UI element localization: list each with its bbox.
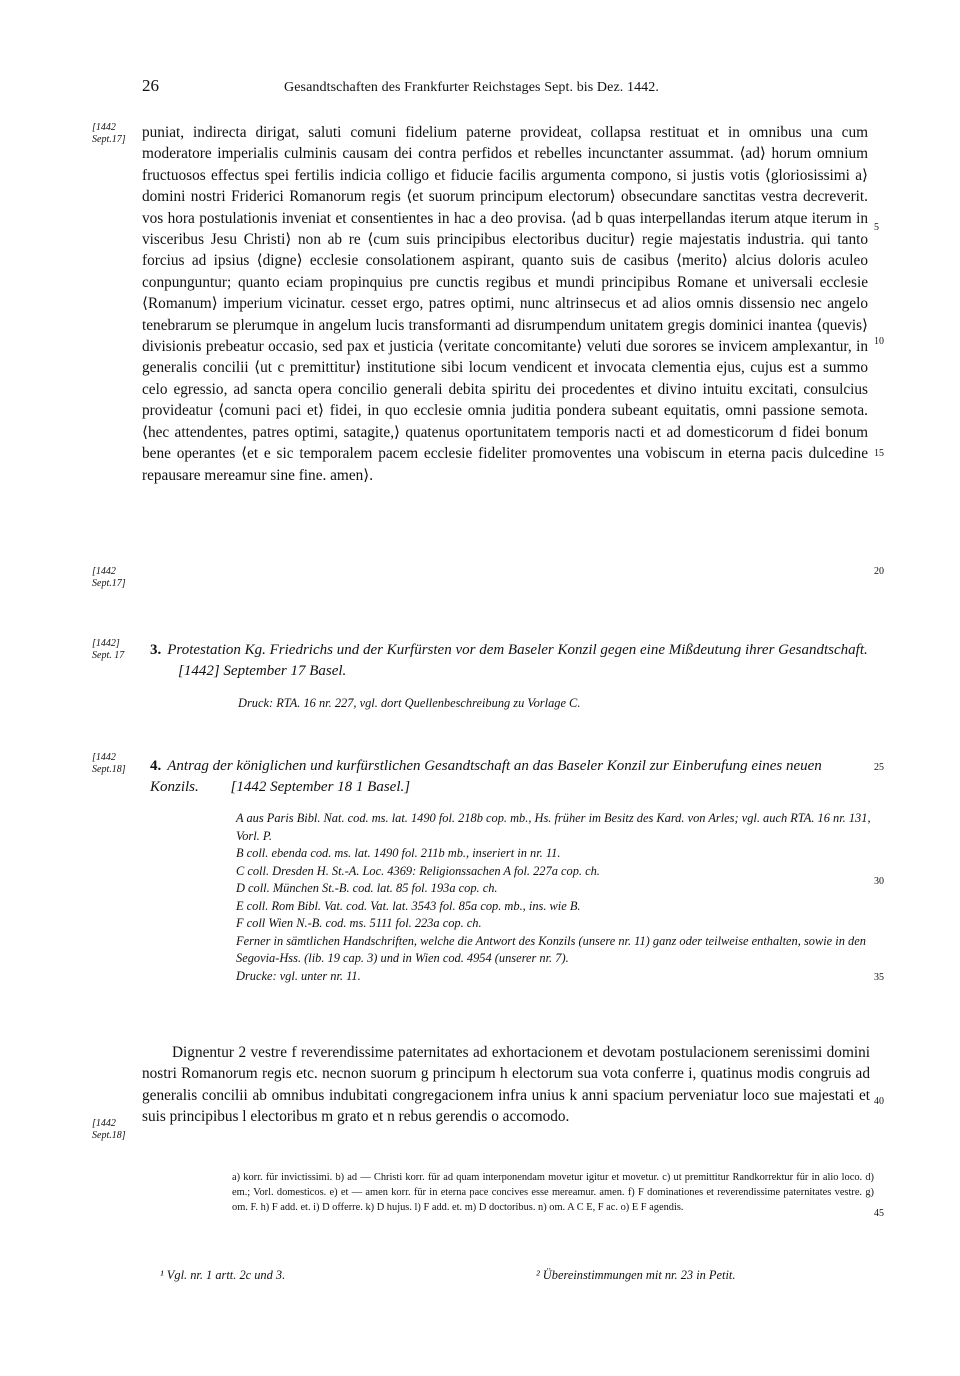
item-3-heading <box>150 640 870 682</box>
sigla-entry: Ferner in sämtlichen Handschriften, welche die Antwort des Konzils (unsere nr. 11) ganz oder teilweise enthalten, sowie in den Segovia-Hss. (lib. 19 cap. 3) und in Wien cod. 4954 (unserer nr. 7). <box>236 933 866 965</box>
line-number: 15 <box>874 448 884 459</box>
main-text: puniat, indirecta dirigat, saluti comuni fidelium paterne provideat, collapsa restituat et in omnibus una cum moderatore imperialis culminis causam dei contra perfidos et rebelles incunctanter assummat. ⟨ad⟩ horum omnium fructuosos effectus spei fertilis indicia colligo et fiducie facilis argumenta compono, si justis votis ⟨gloriosissimi a⟩ domini nostri Friderici Romanorum regis ⟨et suorum principum electorum⟩ obsecundare sanctitas vestra decreverit. vos hora postulationis inveniat et consentientes in hac a deo provisa. ⟨ad b quas interpellandas iterum atque iterum in visceribus Jesu Christi⟩ non ab re ⟨cum suis principibus electoribus ducitur⟩ regie majestatis industria. qui tanto forcius ad ipsius ⟨digne⟩ ecclesie consolationem aspirant, quanto suis de casibus ⟨merito⟩ alcius doloris aculeo conpunguntur; quanto eciam propinquius pre cunctis regibus et mundi principibus Romane et universali ecclesie ⟨Romanum⟩ imperium vicinatur. cesset ergo, patres optimi, nunc altrinsecus et ad alios omnis dissensio nec angelo tenebrarum se plerumque in angelum lucis transformanti ad disrumpendum unitatem gregis dominici inantea ⟨quevis⟩ divisionis prebeatur occasio, sed pax et justicia ⟨veritate concomitante⟩ veluti due sorores se invicem amplexantur, in generalis concilii ⟨ut c premittitur⟩ institutione sibi locum vendicent et invocata clementia ejus, cujus est a summo celo egressio, ad sancta opera concilio generali debita spiritu dei procedentes et divino intuitu excitati, consulcius provideatur ⟨comuni paci et⟩ fidei, in quo ecclesie omnia juditia pondera subeant equitatis, omni passione semota. ⟨hec attendentes, patres optimi, satagite,⟩ quatenus oportunitatem temporis nacti et ad domesticorum d fidei bonum bene operantes ⟨et e sic temporalem pacem ecclesie fideliter promoventes una vobiscum in eterna pacis dulcedine repausare mereamur sine fine. amen⟩. <box>142 124 868 484</box>
margin-date: [1442 Sept.17] <box>92 566 126 589</box>
footnote-2: ² Übereinstimmungen mit nr. 23 in Petit. <box>536 1268 736 1282</box>
margin-date: [1442 Sept.17] <box>92 122 126 145</box>
line-number: 20 <box>874 566 884 577</box>
druck-reference: Druck: RTA. 16 nr. 227, vgl. dort Quellenbeschreibung zu Vorlage C. <box>238 696 581 710</box>
sigla-entry: C coll. Dresden H. St.-A. Loc. 4369: Religionssachen A fol. 227a cop. ch. <box>236 863 600 878</box>
margin-date: [1442 Sept.18] <box>92 1118 126 1141</box>
sigla-entry: A aus Paris Bibl. Nat. cod. ms. lat. 1490 fol. 218b cop. mb., Hs. früher im Besitz des Kard. von Arles; vgl. auch RTA. 16 nr. 131, Vorl. P. <box>236 811 871 843</box>
variant-notes: a) korr. für invictissimi. b) ad — Christi korr. für ad quam interponendam movetur igitur et movetur. c) ut premittitur Randkorrektur für in alio loco. d) em.; Vorl. domesticos. e) et — amen korr. für in eterna pace concives esse mereamur. amen. f) F dominationes et reverendissime paternitates vestre. g) om. F. h) F add. et. i) D offerre. k) D hujus. l) F add. et. m) D doctoribus. n) om. A C E, F ac. o) E F agendis. <box>232 1172 874 1213</box>
sigla-entry: E coll. Rom Bibl. Vat. cod. Vat. lat. 3543 fol. 85a cop. mb., ins. wie B. <box>236 898 581 913</box>
item-number: 4. <box>150 758 162 774</box>
sigla-entry: F coll Wien N.-B. cod. ms. 5111 fol. 223a cop. ch. <box>236 916 482 930</box>
line-number: 10 <box>874 336 884 347</box>
footnote-1: ¹ Vgl. nr. 1 artt. 2c und 3. <box>160 1268 286 1282</box>
margin-date: [1442 Sept.18] <box>92 752 126 775</box>
item-date: [1442] September 17 Basel. <box>178 663 347 679</box>
line-number: 40 <box>874 1096 884 1107</box>
item-4-heading <box>150 756 870 798</box>
item-title: Antrag der königlichen und kurfürstlichen Gesandtschaft an das Baseler Konzil zur Einberufung eines neuen Konzils. <box>150 758 822 795</box>
sigla-entry: Drucke: vgl. unter nr. 11. <box>236 968 361 983</box>
page-number: 26 <box>142 76 159 95</box>
line-number: 25 <box>874 762 884 773</box>
line-number: 45 <box>874 1208 884 1219</box>
margin-date: [1442] Sept. 17 <box>92 638 125 661</box>
sigla-entry: B coll. ebenda cod. ms. lat. 1490 fol. 211b mb., inseriert in nr. 11. <box>236 846 561 860</box>
manuscript-sigla <box>236 810 872 985</box>
item-number: 3. <box>150 642 162 658</box>
line-number: 5 <box>874 222 879 233</box>
sigla-entry: D coll. München St.-B. cod. lat. 85 fol. 193a cop. ch. <box>236 881 498 895</box>
item-4-text: Dignentur 2 vestre f reverendissime paternitates ad exhortacionem et devotam postulacionem serenissimi domini nostri Romanorum regis etc. necnon suorum g principum h electorum sua vota conferre i, quatinus modis congruis ad generalis concilii ab omnibus indubitati congregacionem infra unius k anni spacium perveniatur loco sue majestati et suis principibus l electoribus m grato et n rebus gerendis o accomodo. <box>142 1044 870 1126</box>
item-title: Protestation Kg. Friedrichs und der Kurfürsten vor dem Baseler Konzil gegen eine Mißdeutung ihrer Gesandtschaft. <box>167 642 868 658</box>
line-number: 35 <box>874 972 884 983</box>
item-date: [1442 September 18 1 Basel.] <box>230 779 411 795</box>
line-number: 30 <box>874 876 884 887</box>
running-title: Gesandtschaften des Frankfurter Reichstages Sept. bis Dez. 1442. <box>284 80 659 95</box>
